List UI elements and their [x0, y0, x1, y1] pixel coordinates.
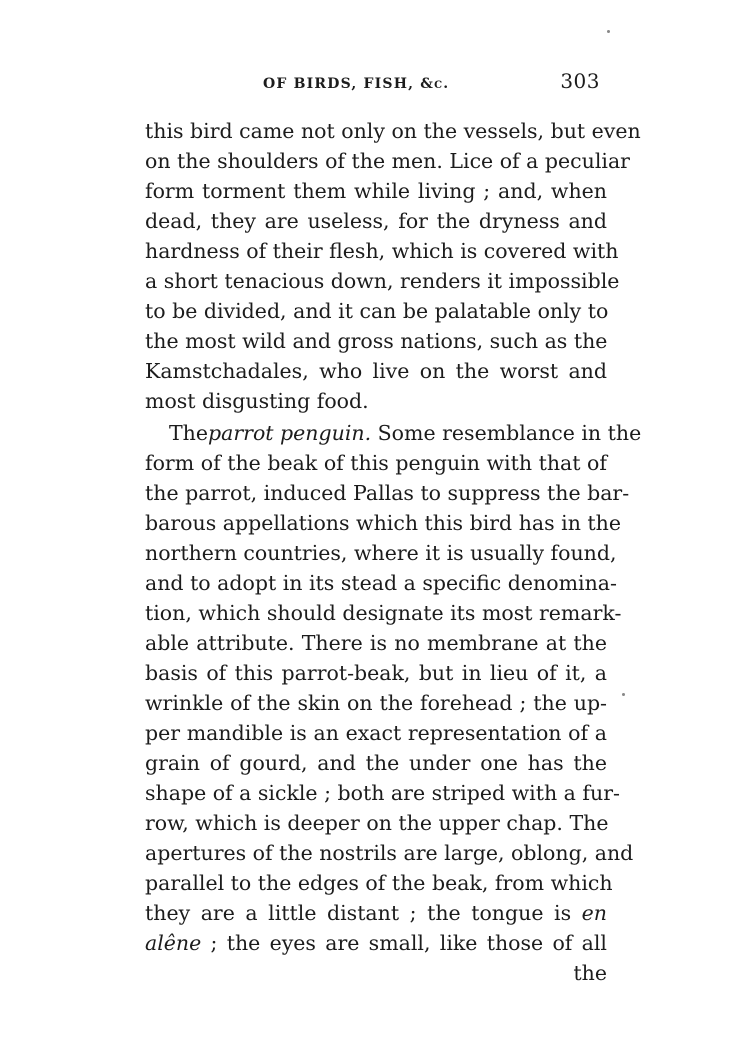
- text-line: [145, 898, 607, 928]
- lead-rest: Some resemblance in the: [371, 421, 642, 445]
- species-title: parrot penguin.: [208, 421, 372, 445]
- text-line: hardness of their flesh, which is covered with: [145, 239, 619, 263]
- text-line: parallel to the edges of the beak, from which: [145, 871, 613, 895]
- text-line: grain of gourd, and the under one has the: [145, 751, 607, 775]
- text-line: barous appellations which this bird has in the: [145, 511, 622, 535]
- page-header: [258, 66, 608, 96]
- italic-fragment: en: [581, 901, 607, 925]
- text-line: per mandible is an exact representation of a: [145, 721, 607, 745]
- text-fragment: ; the eyes are small, like those of all: [201, 931, 607, 955]
- text-line: form torment them while living ; and, when: [145, 179, 607, 203]
- text-line: Kamstchadales, who live on the worst and: [145, 359, 607, 383]
- text-line: able attribute. There is no membrane at the: [145, 631, 607, 655]
- text-line: on the shoulders of the men. Lice of a peculiar: [145, 149, 630, 173]
- italic-fragment: alêne: [145, 931, 202, 955]
- text-line: [145, 928, 607, 958]
- lead-word: The: [169, 421, 209, 445]
- ink-speck: [607, 30, 610, 33]
- text-line: wrinkle of the skin on the forehead ; the up-: [145, 691, 607, 715]
- text-line: shape of a sickle ; both are striped with a fur-: [145, 781, 620, 805]
- body-text: [145, 116, 642, 988]
- catchword: the: [573, 961, 607, 985]
- text-line: dead, they are useless, for the dryness and: [145, 209, 607, 233]
- text-line: northern countries, where it is usually found,: [145, 541, 617, 565]
- page-number: 303: [560, 69, 600, 93]
- text-fragment: they are a little distant ; the tongue is: [145, 901, 572, 925]
- text-line: a short tenacious down, renders it impossible: [145, 269, 620, 293]
- text-line: apertures of the nostrils are large, oblong, and: [145, 841, 634, 865]
- text-line: and to adopt in its stead a specific denomina-: [145, 571, 617, 595]
- text-line: form of the beak of this penguin with that of: [145, 451, 607, 475]
- text-line: to be divided, and it can be palatable only to: [145, 299, 609, 323]
- ink-speck: [622, 693, 625, 696]
- text-line: basis of this parrot-beak, but in lieu of it, a: [145, 661, 607, 685]
- text-line: the parrot, induced Pallas to suppress the bar-: [145, 481, 630, 505]
- text-line: the most wild and gross nations, such as the: [145, 329, 608, 353]
- text-line: row, which is deeper on the upper chap. The: [145, 811, 609, 835]
- text-line: most disgusting food.: [145, 389, 369, 413]
- running-head: OF BIRDS, FISH, &c.: [263, 76, 450, 92]
- paragraph-lead-line: [145, 418, 642, 448]
- text-line: tion, which should designate its most remark-: [145, 601, 622, 625]
- text-line: this bird came not only on the vessels, but even: [145, 119, 641, 143]
